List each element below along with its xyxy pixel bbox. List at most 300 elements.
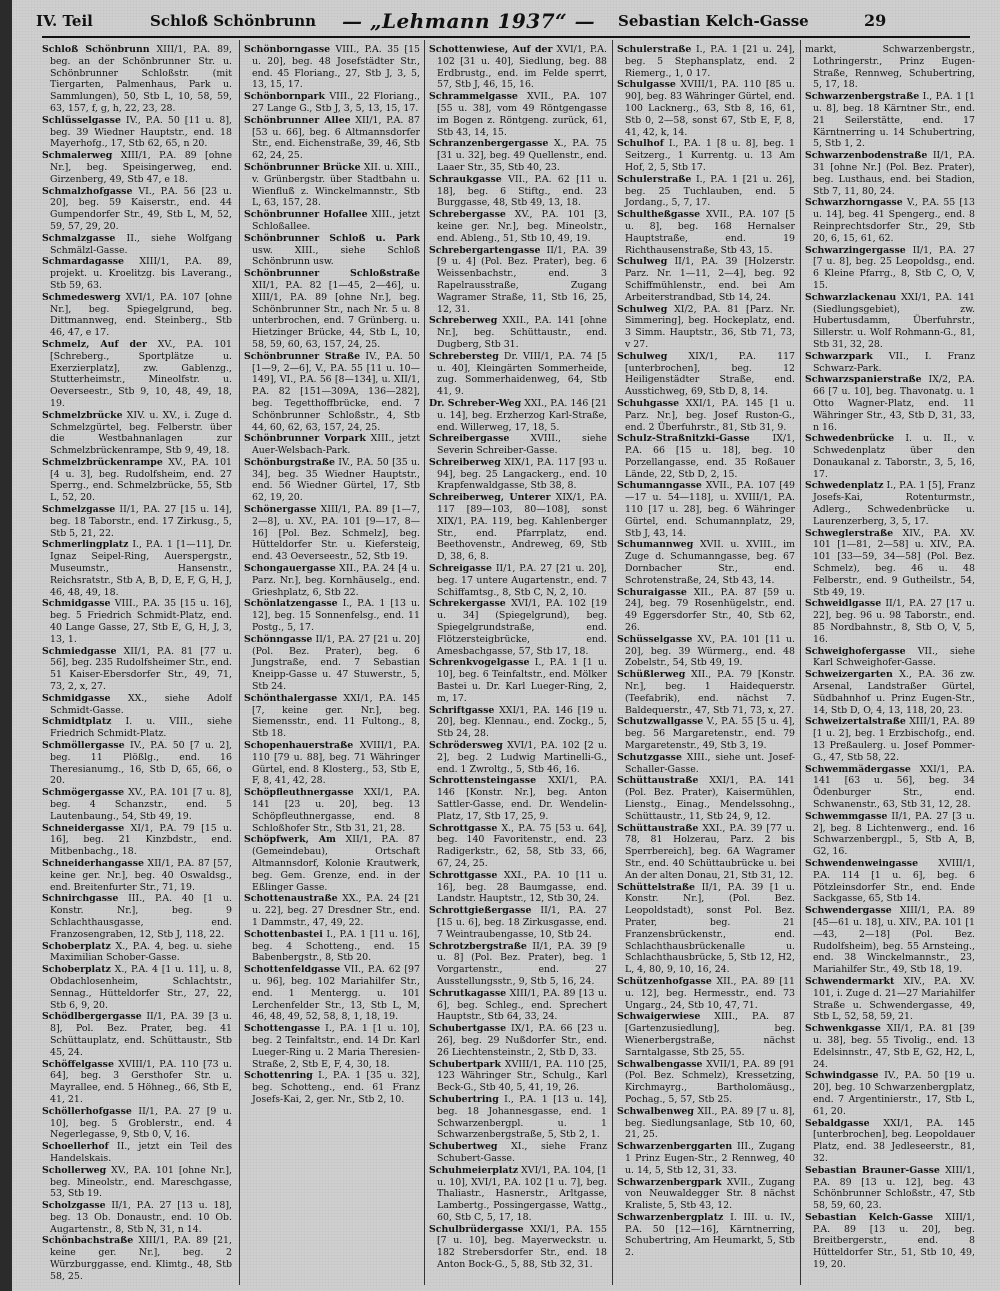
street-details: XII/1, P.A. 81 [39 u. 38], beg. 55 Tivolig., end. 13 Edelsinnstr., 47, Stb E, G2, H2, L, 24.	[813, 1023, 975, 1070]
street-details: III., Zugang 1 Prinz Eugen-Str., 2 Rennweg, 40 u. 14, 5, Stb 12, 31, 33.	[625, 1141, 795, 1176]
street-entry	[805, 858, 975, 905]
street-entry	[244, 44, 420, 91]
street-name: Schreberweg	[429, 315, 498, 327]
street-details: XIV., P.A. XV. 101, i. Zuge d. 21—27 Mariahilfer Straße u. Schwendergasse, 49, Stb L, 52, 58, 59, 21.	[813, 975, 975, 1023]
street-entry	[805, 1070, 975, 1117]
street-entry	[244, 233, 420, 268]
street-entry	[244, 1070, 420, 1105]
street-details: XV., P.A. 101 [ohne Nr.], beg. Mineolstr., end. Mareschgasse, 53, Stb 19.	[50, 1164, 232, 1200]
street-details: XIII/1, P.A. 89 [1—7, 2—8], u. XV., P.A. 101 [9—17, 8—16] [Pol. Bez. Schmelz], beg. Hütteldorfer Str. u. Kiefersteig, end. 43 Oeverseestr., 52, Stb 19.	[252, 504, 420, 563]
street-name: Schwarzpark	[805, 350, 873, 362]
street-details: IV., P.A. 50 [35 u. 34], beg. 35 Wiedner Hauptstr., end. 56 Wiedner Gürtel, 17, Stb 62, 19, 20.	[252, 456, 420, 504]
street-details: I., P.A. 1 [1—11], Dr. Ignaz Seipel-Ring, Auerspergstr., Museumstr., Hansenstr., Reichsratstr., Stb A, B, D, E, F, G, H, J, 46, 48, 49, 18.	[50, 539, 232, 598]
street-name: Sebastian Kelch-Gasse	[805, 1211, 934, 1223]
street-entry	[429, 398, 607, 433]
street-details: XXI/1, P.A. 146 [Konstr. Nr.], beg. Anton Sattler-Gasse, end. Dr. Wendelin-Platz, 17, Stb 17, 25, 9.	[437, 775, 607, 822]
street-entry	[429, 1023, 607, 1058]
street-name: Schöffelgasse	[42, 1058, 114, 1070]
street-details: XII., P.A. 89 [11 u. 12], beg. Hermesstr., end. 73 Ungarg., 24, Stb 10, 47, 71.	[625, 975, 795, 1011]
street-name: Schweighofergasse	[805, 645, 906, 657]
street-entry	[244, 693, 420, 740]
street-entry	[42, 1141, 232, 1165]
street-details: I., P.A. 1 [35 u. 32], beg. Schotteng., end. 61 Franz Josefs-Kai, 2, ger. Nr., Stb 2, 10.	[252, 1070, 420, 1105]
street-entry	[805, 598, 975, 645]
street-entry	[805, 44, 975, 91]
street-details: XIII/1, P.A. 89 [13 u. 6], beg. Schleg., end. Sprechert Hauptstr., Stb 64, 33, 24.	[437, 987, 607, 1023]
street-entry	[42, 941, 232, 965]
street-name: Schwarzenbergplatz	[617, 1211, 724, 1223]
street-entry	[244, 209, 420, 233]
street-name: Schoberplatz	[42, 940, 111, 952]
street-entry	[429, 740, 607, 775]
column-divider	[239, 40, 240, 1285]
street-name: Schmidgasse	[42, 598, 111, 610]
street-name: Schönbrunner Schloßstraße	[244, 268, 420, 280]
street-entry	[429, 91, 607, 138]
street-details: I., P.A. 1 [11 u. 16], beg. 4 Schotteng., end. 15 Babenbergstr., 8, Stb 20.	[252, 928, 420, 964]
street-name: Schönbrunner Hofallee	[244, 209, 368, 221]
street-name: Schulbrüdergasse	[429, 1223, 524, 1235]
street-details: XIII/1, P.A. 89, projekt. u. Kroelitzg. bis Laverang., Stb 59, 63.	[50, 256, 232, 291]
street-details: XIII/1, P.A. 89 [1 u. 2], beg. 1 Erzbischofg., end. 13 Preßaulerg. u. Josef Pommer-G., 47, Stb 58, 22.	[813, 716, 975, 763]
street-details: XV., P.A. 101 [7 u. 8], beg. 4 Schanzstr., end. 5 Lautenbaung., 54, Stb 49, 19.	[50, 787, 232, 822]
street-name: Schmalzgasse	[42, 232, 116, 244]
street-entry	[429, 823, 607, 870]
street-entry	[244, 929, 420, 964]
street-name: Schwaigerwiese	[617, 1011, 701, 1023]
street-name: Schönbrunner Straße	[244, 350, 361, 362]
street-entry	[244, 634, 420, 693]
street-name: Schulweg	[617, 350, 668, 362]
street-details: I., P.A. 1 [5], Franz Josefs-Kai, Rotenturmstr., Adlerg., Schwedenbrücke u. Laurenzerberg, 3, 5, 17.	[813, 480, 975, 527]
street-name: Schrottgasse	[429, 869, 498, 881]
street-entry	[42, 1106, 232, 1141]
street-entry	[617, 209, 795, 256]
street-name: Schrenkvogelgasse	[429, 657, 530, 669]
street-name: Schmardagasse	[42, 256, 125, 268]
street-name: Schönbrunner Brücke	[244, 161, 361, 173]
street-entry	[244, 740, 420, 787]
street-entry	[42, 410, 232, 457]
street-entry	[429, 988, 607, 1023]
street-entry	[429, 433, 607, 457]
street-entry	[42, 256, 232, 291]
street-name: Schubertgasse	[429, 1023, 507, 1035]
street-details: XIII/1, P.A. 89 [21, keine ger. Nr.], beg. 2 Würzburggasse, end. Klimtg., 48, Stb 58, 25.	[50, 1235, 232, 1282]
street-name: Schwarzspanierstraße	[805, 374, 922, 386]
street-details: XVII/1, P.A. 89 [91 (Pol. Bez. Schmelz), Kressetzing, Kirchmayrg., Bartholomäusg., Pochag., 5, 57, Stb 25.	[625, 1058, 795, 1105]
street-entry	[429, 1224, 607, 1271]
street-details: XXI/1, P.A. 141 [63 u. 56], beg. 34 Ödenburger Str., end. Schwanenstr., 63, Stb 31, 12, 28.	[813, 763, 975, 810]
street-entry	[42, 893, 232, 940]
street-entry	[805, 764, 975, 811]
street-entry	[617, 587, 795, 634]
street-entry	[617, 480, 795, 539]
street-details: XXI., P.A. 10 [11 u. 16], beg. 28 Baumgasse, end. Landstr. Hauptstr., 12, Stb 30, 24.	[437, 869, 607, 905]
street-entry	[244, 598, 420, 633]
street-name: Schwemmgasse	[805, 810, 888, 822]
street-details: VII., I. Franz Schwarz-Park.	[813, 350, 975, 374]
street-entry	[244, 787, 420, 834]
street-name: Schwedenbrücke	[805, 433, 895, 445]
street-name: Schönbornpark	[244, 91, 325, 103]
street-entry	[429, 598, 607, 657]
street-name: Schmöllergasse	[42, 740, 125, 752]
street-entry	[42, 823, 232, 858]
street-name: Schnirchgasse	[42, 893, 119, 905]
street-details: XIX/1, P.A. 117 [unterbrochen], beg. 12 Heiligenstädter Straße, end. Ausstichweg, 69, Stb D, 8, 14.	[625, 350, 795, 398]
street-details: XVIII., siehe Severin Schreiber-Gasse.	[437, 433, 607, 457]
street-details: XII., P.A. 79 [Konstr. Nr.], beg. 1 Haidequerstr. (Teefabrik), end. nächst 7. Baldequerstr., 47, Stb 71, 73, x, 27.	[625, 669, 795, 716]
street-details: VII., P.A. 62 [11 u. 18], beg. 6 Stiftg., end. 23 Burggasse, 48, Stb 49, 13, 18.	[437, 173, 607, 209]
street-details: XII/1, P.A. 87 [53 u. 66], beg. 6 Altmannsdorfer Str., end. Eichenstraße, 39, 46, Stb 62, 24, 25.	[252, 114, 420, 162]
street-name: Schützenhofgasse	[617, 975, 712, 987]
street-details: I., P.A. 1 [1 u. 8], beg. 18 Kärntner Str., end. 21 Seilerstätte, end. 17 Kärntnerring u. 14 Schubertring, 5, Stb 1, 2.	[813, 91, 975, 150]
street-details: IX/1, P.A. 66 [23 u. 26], beg. 29 Nußdorfer Str., end. 26 Liechtensteinstr., 2, Stb D, 33.	[437, 1023, 607, 1058]
street-name: Schloß Schönbrunn	[42, 44, 150, 55]
street-details: XIII/1, P.A. 89 [ohne Nr.], beg. Speisingerweg, end. Girzenberg, 49, Stb 47, e 18.	[50, 150, 232, 185]
street-entry	[617, 304, 795, 351]
street-entry	[805, 197, 975, 244]
street-details: XIV. u. XV., i. Zuge d. Schmelzgürtel, beg. Felberstr. über die Westbahnanlagen zur Schmelzbrückenrampe, Stb 9, 49, 18.	[50, 409, 232, 457]
street-name: Schrekergasse	[429, 598, 506, 610]
street-entry	[42, 539, 232, 598]
street-name: Schulerstraße	[617, 44, 692, 55]
street-details: XVIII/1, P.A. 110 [79 u. 88], beg. 71 Währinger Gürtel, end. 8 Klosterg., 53, Stb E, F, 8, 41, 42, 28.	[252, 740, 420, 787]
street-details: XIII/1, P.A. 89 [13 u. 20], beg. Breitbergerstr., end. 8 Hütteldorfer Str., 51, Stb 10, 49, 19, 20.	[813, 1211, 975, 1271]
street-entry	[244, 834, 420, 893]
street-details: II/1, P.A. 27 [15 u. 6], beg. 18 Zirkusgasse, end. 7 Weintraubengasse, 10, Stb 24.	[437, 905, 607, 940]
street-entry	[805, 905, 975, 976]
street-name: Schmidgasse	[42, 692, 111, 704]
street-details: II/1, P.A. 39 [9 u. 4] (Pol. Bez. Prater), beg. 6 Weissenbachstr., end. 3 Rapelrausstraße, Zugang Wagramer Straße, 11, Stb 16, 25, 12, 31.	[437, 244, 607, 315]
street-name: Schrottgießergasse	[429, 905, 532, 917]
street-details: X., P.A. 75 [31 u. 32], beg. 49 Quellenstr., end. Laaer Str., 35, Stb 40, 23.	[437, 138, 607, 173]
street-entry	[244, 91, 420, 115]
street-details: XIV., P.A. XV. 101 [1—81, 2—58] u. XIV., P.A. 101 [33—59, 34—58] (Pol. Bez. Schmelz), beg. 46 u. 48 Felberstr., end. 9 Gutheilstr., 54, Stb 49, 19.	[813, 527, 975, 598]
street-entry	[429, 138, 607, 173]
street-entry	[429, 705, 607, 740]
street-details: IV., P.A. 50 [1—9, 2—6], V., P.A. 55 [11 u. 10—149], VI., P.A. 56 [8—134], u. XII/1, P.A. 82 [151—309A, 136—282], beg. Tegetthoffbrücke, end. 7 Schönbrunner Schloßstr., 4, Stb 44, 60, 62, 63, 157, 24, 25.	[252, 350, 420, 433]
street-entry	[805, 292, 975, 351]
street-entry	[805, 480, 975, 527]
street-name: Schlüsselgasse	[42, 114, 121, 126]
street-details: XVII., P.A. 107 [5 u. 8], beg. 168 Hernalser Hauptstraße, end. 19 Richthausenstraße, Stb 43, 15.	[625, 209, 795, 256]
street-details: Dr. VIII/1, P.A. 74 [5 u. 40], Kleingärten Sommerheide, zug. Sommerhaidenweg, 64, Stb 41, 9.	[437, 350, 607, 398]
street-details: XI/1, P.A. 79 [15 u. 16], beg. 21 Kinzbdstr., end. Mitbenbachg., 18.	[50, 822, 232, 858]
street-name: Schoellerhof	[42, 1141, 109, 1153]
street-entry	[244, 268, 420, 351]
street-name: Schoberplatz	[42, 964, 111, 976]
street-details: XVIII/1, P.A. 110 [73 u. 64], beg. 3 Gersthofer Str. u. Mayrallee, end. 5 Höhneg., 66, Stb E, 41, 21.	[50, 1058, 232, 1105]
street-name: Schönbrunner Schloß u. Park	[244, 232, 420, 244]
street-entry	[805, 976, 975, 1023]
street-name: Schwemmädergasse	[805, 763, 911, 775]
street-entry	[42, 1011, 232, 1058]
street-entry	[805, 1023, 975, 1070]
last-entry-label: Sebastian Kelch-Gasse	[618, 12, 809, 30]
street-name: Schöllerhofgasse	[42, 1105, 132, 1117]
street-entry	[617, 138, 795, 173]
street-name: Schutzgasse	[617, 751, 682, 763]
street-name: Schottenfeldgasse	[244, 964, 341, 976]
street-name: Schuhgasse	[617, 397, 680, 409]
street-details: XII., P.A. 87 [59 u. 24], beg. 79 Rosenhügelstr., end. 49 Eggersdorfer Str., 40, Stb 62, 26.	[625, 586, 795, 634]
street-details: I., P.A. 1 [13 u. 12], beg. 15 Sonnenfelsg., end. 11 Postg., 5, 17.	[252, 598, 420, 634]
street-details: XIX/1, P.A. 117 [89—103, 80—108], sonst XIX/1, P.A. 119, beg. Kahlenberger Str., end. Pfarrplatz, end. Beethovenstr., Andreweg, 69, Stb D, 38, 6, 8.	[437, 492, 607, 563]
street-details: usw. XIII., siehe Schloß Schönbrunn usw.	[252, 244, 420, 268]
street-name: Schreiberweg	[429, 456, 501, 468]
street-entry	[42, 339, 232, 410]
street-details: I., P.A. 1 [8 u. 8], beg. 1 Seitzerg., 1 Kurrentg. u. 13 Am Hof, 2, 5, Stb 17.	[625, 138, 795, 173]
street-details: XXII., P.A. 141 [ohne Nr.], beg. Schüttaustr., end. Dugberg, Stb 31.	[437, 315, 607, 350]
street-details: I., P.A. 1 [21 u. 26], beg. 25 Tuchlauben, end. 5 Jordang., 5, 7, 17.	[625, 173, 795, 209]
street-details: XV., P.A. 101 [11 u. 20], beg. 39 Würmerg., end. 48 Zobelstr., 54, Stb 49, 19.	[625, 633, 795, 669]
street-details: XVI/1, P.A. 102 [31 u. 40], Siedlung, beg. 88 Erdbrustg., end. im Felde sperrt, 57, Stb J, 46, 15, 16.	[437, 44, 607, 91]
street-details: XVI/1, P.A. 104, [1 u. 10], XVI/1, P.A. 102 [1 u. 7], beg. Thaliastr., Hasnerstr., Arltgasse, Lambertg., Possingergasse, Wattg., 60, Stb C, 5, 17, 18.	[437, 1164, 607, 1223]
street-entry	[429, 315, 607, 350]
street-entry	[42, 1200, 232, 1235]
street-details: XII. u. XIII., v. Grünbergstr. über Stadtbahn u. Wienfluß z. Winckelmannstr., Stb L, 63, 157, 28.	[252, 161, 420, 209]
street-entry	[617, 775, 795, 822]
street-name: Schneidergasse	[42, 822, 125, 834]
street-name: Schwalbengasse	[617, 1058, 703, 1070]
street-name: Schottenaustraße	[244, 893, 338, 905]
street-details: IV., P.A. 50 [11 u. 8], beg. 39 Wiedner Hauptstr., end. 18 Mayerhofg., 17, Stb 62, 65, n 20.	[50, 114, 232, 150]
street-name: Schüttelstraße	[617, 881, 696, 893]
street-name: Schutzwallgasse	[617, 716, 704, 728]
street-entry	[42, 740, 232, 787]
street-name: Schwendermarkt	[805, 975, 895, 987]
street-name: Schwarzenbergstraße	[805, 91, 920, 103]
street-entry	[617, 1177, 795, 1212]
street-details: II/1, P.A. 27 [13 u. 18], beg. 13 Ob. Donaustr., end. 10 Ob. Augartenstr., 8, Stb N, 31, n 14.	[50, 1200, 232, 1235]
street-name: Schüsselgasse	[617, 633, 693, 645]
street-details: XXI/1, P.A. 146 [19 u. 20], beg. Klennau., end. Zockg., 5, Stb 24, 28.	[437, 704, 607, 740]
street-name: Schrottensteingasse	[429, 775, 537, 787]
street-entry	[42, 964, 232, 1011]
street-entry	[617, 539, 795, 586]
street-name: Schulweg	[617, 303, 668, 315]
street-entry	[42, 233, 232, 257]
street-entry	[429, 245, 607, 316]
street-name: Schulhof	[617, 138, 664, 150]
street-name: Schrödersweg	[429, 740, 503, 752]
street-name: Schongauergasse	[244, 563, 336, 575]
column-divider	[612, 40, 613, 1285]
street-entry	[42, 44, 232, 115]
street-name: Scholzgasse	[42, 1200, 106, 1212]
street-entry	[429, 1165, 607, 1224]
street-name: Schreiberweg, Unterer	[429, 492, 551, 504]
street-entry	[244, 351, 420, 434]
directory-page	[12, 0, 1000, 1291]
street-name: Schrebergartengasse	[429, 244, 541, 256]
street-entry	[617, 174, 795, 209]
street-details: markt, Schwarzenbergstr., Lothringerstr., Prinz Eugen-Straße, Rennweg, Schubertring, 5, 17, 18.	[805, 44, 975, 91]
street-entry	[805, 351, 975, 375]
street-entry	[42, 186, 232, 233]
street-details: II/1, P.A. 27 [3 u. 2], beg. 8 Lichtenwerg., end. 16 Schwarzenbergpl., 5, Stb A, B, G2, 16.	[813, 810, 975, 858]
page-header	[12, 6, 1000, 34]
street-details: XVI/1, P.A. 107 [ohne Nr.], beg. Spiegelgrund, beg. Dittmannweg, end. Steinberg., Stb 46, 47, e 17.	[50, 291, 232, 339]
street-name: Schreibergasse	[429, 433, 510, 445]
street-details: XVII., P.A. 107 [49—17 u. 54—118], u. XVIII/1, P.A. 110 [17 u. 28], beg. 6 Währinger Gürtel, end. Schumannplatz, 29, Stb J, 43, 14.	[625, 480, 795, 539]
street-details: XXI/1, P.A. 145 [unterbrochen], beg. Leopoldauer Platz, end. 38 Jedleseerstr., 81, 32.	[813, 1117, 975, 1164]
street-entry	[805, 1212, 975, 1271]
street-details: VIII., 22 Floriang., 27 Lange G., Stb J, 3, 5, 13, 15, 17.	[252, 91, 420, 114]
street-entry	[244, 1023, 420, 1070]
street-name: Schmelzgasse	[42, 504, 116, 516]
street-details: XXI/1, P.A. 155 [7 u. 10], beg. Mayerweckstr. u. 182 Strebersdorfer Str., end. 18 Anton Bock-G., 5, 88, Stb 32, 31.	[437, 1223, 607, 1271]
street-entry	[429, 44, 607, 91]
street-name: Schmögergasse	[42, 787, 125, 799]
street-entry	[429, 1141, 607, 1165]
street-entry	[42, 1235, 232, 1282]
street-details: XVII. u. XVIII., im Zuge d. Schumanngasse, beg. 67 Dornbacher Str., end. Schrotenstraße, 24, Stb 43, 14.	[625, 539, 795, 586]
street-name: Schottenring	[244, 1070, 313, 1082]
street-entry	[617, 882, 795, 976]
street-details: I., P.A. 1 [1 u. 10], beg. 2 Teinfaltstr., end. 14 Dr. Karl Lueger-Ring u. 2 Maria Theresien-Straße, 2, Stb E, F, 4, 30, 18.	[252, 1023, 420, 1070]
street-entry	[805, 1165, 975, 1212]
street-details: I., P.A. 1 [21 u. 24], beg. 5 Stephansplatz, end. 2 Riemerg., 1, 0 17.	[625, 44, 795, 79]
street-entry	[429, 905, 607, 940]
section-label: IV. Teil	[36, 12, 93, 30]
street-name: Schrebersteg	[429, 350, 499, 362]
street-entry	[805, 91, 975, 150]
street-entry	[42, 1165, 232, 1200]
street-name: Schulweg	[617, 256, 668, 268]
street-name: Schweglerstraße	[805, 527, 894, 539]
street-name: Schumanngasse	[617, 480, 702, 492]
page-number: 29	[864, 11, 887, 30]
street-name: Schwarzenberggarten	[617, 1141, 733, 1153]
street-entry	[42, 716, 232, 740]
street-details: XV., P.A. 101 [4 u. 3], beg. Rudolfsheim, end. 27 Sperrg., end. Schmelzbrücke, 55, Stb L, 52, 20.	[50, 456, 232, 504]
street-name: Schriftgasse	[429, 704, 495, 716]
street-name: Sebastian Brauner-Gasse	[805, 1164, 940, 1176]
street-details: II., jetzt ein Teil des Handelskais.	[50, 1141, 232, 1164]
street-name: Schrammelgasse	[429, 91, 518, 103]
street-name: Schwalbenweg	[617, 1105, 694, 1117]
street-details: XVII., Zugang von Neuwaldegger Str. 8 nächst Kraliste, 5, Stb 43, 12.	[625, 1176, 795, 1212]
street-name: Schwindgasse	[805, 1070, 879, 1082]
street-details: XIII., jetzt Auer-Welsbach-Park.	[252, 433, 420, 457]
street-details: II/1, P.A. 27 [7 u. 8], beg. 25 Leopoldsg., end. 6 Kleine Pfarrg., 8, Stb C, O, V, 15.	[813, 244, 975, 291]
street-details: XIII/1, P.A. 89 [45—61 u. 18], u. XIV., P.A. 101 [1—43, 2—18] (Pol. Bez. Rudolfsheim), beg. 55 Arnsteing., end. 38 Winckelmannstr., 23, Mariahilfer Str., 49, Stb 18, 19.	[813, 905, 975, 976]
street-details: XX., siehe Adolf Schmidt-Gasse.	[50, 692, 232, 716]
street-name: Schmiedgasse	[42, 645, 117, 657]
street-entry	[805, 150, 975, 197]
street-details: I. III. u. IV., P.A. 50 [12—16], Kärntnerring, Schubertring, Am Heumarkt, 5, Stb 2.	[625, 1211, 795, 1259]
street-entry	[617, 1059, 795, 1106]
street-details: XIII/1, P.A. 89 [13 u. 12], beg. 43 Schönbrunner Schloßstr., 47, Stb 58, 59, 60, 23.	[813, 1164, 975, 1212]
street-entry	[805, 528, 975, 599]
street-details: XXI/1, P.A. 141 (Siedlungsgebiet), zw. Hubertusdamm, Überfuhrstr., Sillerstr. u. Wolf Rohmann-G., 81, Stb 31, 32, 28.	[813, 291, 975, 350]
street-name: Schönlatzengasse	[244, 598, 338, 610]
street-name: Schmidtplatz	[42, 716, 112, 728]
street-name: Schollerweg	[42, 1164, 107, 1176]
street-details: V., P.A. 55 [13 u. 14], beg. 41 Spengerg., end. 8 Reinprechtsdorfer Str., 29, Stb 20, 6, 15, 61, 62.	[813, 197, 975, 244]
column-divider	[800, 40, 801, 1285]
street-name: Schulgasse	[617, 79, 676, 91]
street-details: XX., P.A. 24 [21 u. 22], beg. 27 Dresdner Str., end. 1 Dammstr., 47, 49, 22.	[252, 893, 420, 928]
street-entry	[617, 1141, 795, 1176]
street-details: III., P.A. 40 [1 u. Konstr. Nr.], beg. 9 Schlachthausgasse, end. Franzosengraben, 12, Stb J, 118, 22.	[50, 893, 232, 940]
street-entry	[429, 492, 607, 563]
street-name: Schweidlgasse	[805, 598, 882, 610]
street-details: XIII/1, P.A. 89, beg. an der Schönbrunner Str. u. Schönbrunner Schloßstr. (mit Tiergarten, Palmenhaus, Park u. Sammlungen), 50, Stb L, 10, 58, 59, 63, 157, f, g, h, 22, 23, 28.	[50, 44, 232, 114]
street-entry	[429, 209, 607, 244]
street-details: I. u. II., v. Schwedenplatz über den Donaukanal z. Taborstr., 3, 5, 16, 17.	[813, 433, 975, 480]
street-details: IX/2, P.A. 66 [7 u. 10], beg. Thavonatg. u. 1 Otto Wagner-Platz, end. 11 Währinger Str., 43, Stb D, 31, 33, n 16.	[813, 374, 975, 433]
street-entry	[617, 1011, 795, 1058]
street-entry	[617, 79, 795, 138]
street-entry	[42, 787, 232, 822]
street-name: Schönburgstraße	[244, 456, 335, 468]
street-name: Schmerlingplatz	[42, 539, 129, 551]
directory-column-5	[805, 44, 975, 1284]
street-name: Schneiderhangasse	[42, 857, 144, 869]
street-name: Schödlbergergasse	[42, 1011, 142, 1023]
street-name: Schraukgasse	[429, 173, 502, 185]
street-name: Schönborngasse	[244, 44, 331, 55]
street-entry	[429, 1094, 607, 1141]
street-details: II/1, P.A. 27 [21 u. 20], beg. 17 untere Augartenstr., end. 7 Schiffamtsg., 8, Stb C, N, 2, 10.	[437, 563, 607, 598]
street-entry	[429, 941, 607, 988]
directory-column-4	[617, 44, 795, 1284]
street-entry	[244, 563, 420, 598]
street-entry	[617, 433, 795, 480]
street-entry	[617, 44, 795, 79]
street-entry	[805, 245, 975, 292]
directory-column-1	[42, 44, 232, 1284]
street-name: Schulerstraße	[617, 173, 692, 185]
street-entry	[244, 964, 420, 1023]
street-entry	[244, 457, 420, 504]
street-details: V., P.A. 55 [5 u. 4], beg. 56 Margaretenstr., end. 79 Margaretenstr., 49, Stb 3, 19.	[625, 716, 795, 752]
street-details: XVI/1, P.A. 102 [19 u. 34] (Spiegelgrund), beg. Spiegelgrundstraße, end. Flötzersteigbrücke, end. Amesbachgasse, 57, Stb 17, 18.	[437, 598, 607, 657]
street-entry	[617, 976, 795, 1011]
street-name: Schwarzenbergpark	[617, 1176, 722, 1188]
street-details: XI/2, P.A. 81 [Parz. Nr. Simmering], beg. Hockeplatz, end. 3 Simm. Hauptstr., 36, Stb 71, 73, v 27.	[625, 303, 795, 350]
street-details: XVI/1, P.A. 102 [2 u. 2], beg. 2 Ludwig Martinelli-G., end. 1 Zwroltg., 5, Stb 46, 16.	[437, 740, 607, 775]
street-name: Schwarzlackenau	[805, 291, 897, 303]
street-details: XV., P.A. 101 [3, keine ger. Nr.], beg. Mineolstr., end. Ableng., 51, Stb 10, 49, 19.	[437, 209, 607, 244]
street-name: Dr. Schreber-Weg	[429, 397, 522, 409]
street-entry	[42, 292, 232, 339]
street-name: Schultheßgasse	[617, 209, 701, 221]
street-name: Sebaldgasse	[805, 1117, 870, 1129]
street-details: XII., P.A. 24 [4 u. Parz. Nr.], beg. Kornhäuselg., end. Grieshplatz, 6, Stb 22.	[252, 563, 420, 598]
street-details: XII/1, P.A. 87 [57, keine ger. Nr.], beg. 40 Oswaldsg., end. Breitenfurter Str., 71, 19.	[50, 857, 232, 893]
street-entry	[42, 646, 232, 693]
street-name: Schrebergasse	[429, 209, 506, 221]
street-name: Schrotzbergstraße	[429, 940, 527, 952]
street-entry	[429, 657, 607, 704]
street-name: Schmedeswerg	[42, 291, 121, 303]
street-details: VIII., P.A. 35 [15 u. 20], beg. 48 Josefstädter Str., end. 45 Floriang., 27, Stb J, 3, 5, 13, 15, 17.	[252, 44, 420, 91]
street-name: Schottengasse	[244, 1023, 321, 1035]
street-entry	[617, 669, 795, 716]
street-name: Schweizergarten	[805, 669, 893, 681]
street-entry	[805, 716, 975, 763]
street-name: Schopenhauerstraße	[244, 740, 354, 752]
street-name: Schottenwiese, Auf der	[429, 44, 553, 55]
street-details: VII., siehe Karl Schweighofer-Gasse.	[813, 645, 975, 669]
street-name: Schrutkagasse	[429, 987, 507, 999]
street-name: Schrottgasse	[429, 822, 498, 834]
